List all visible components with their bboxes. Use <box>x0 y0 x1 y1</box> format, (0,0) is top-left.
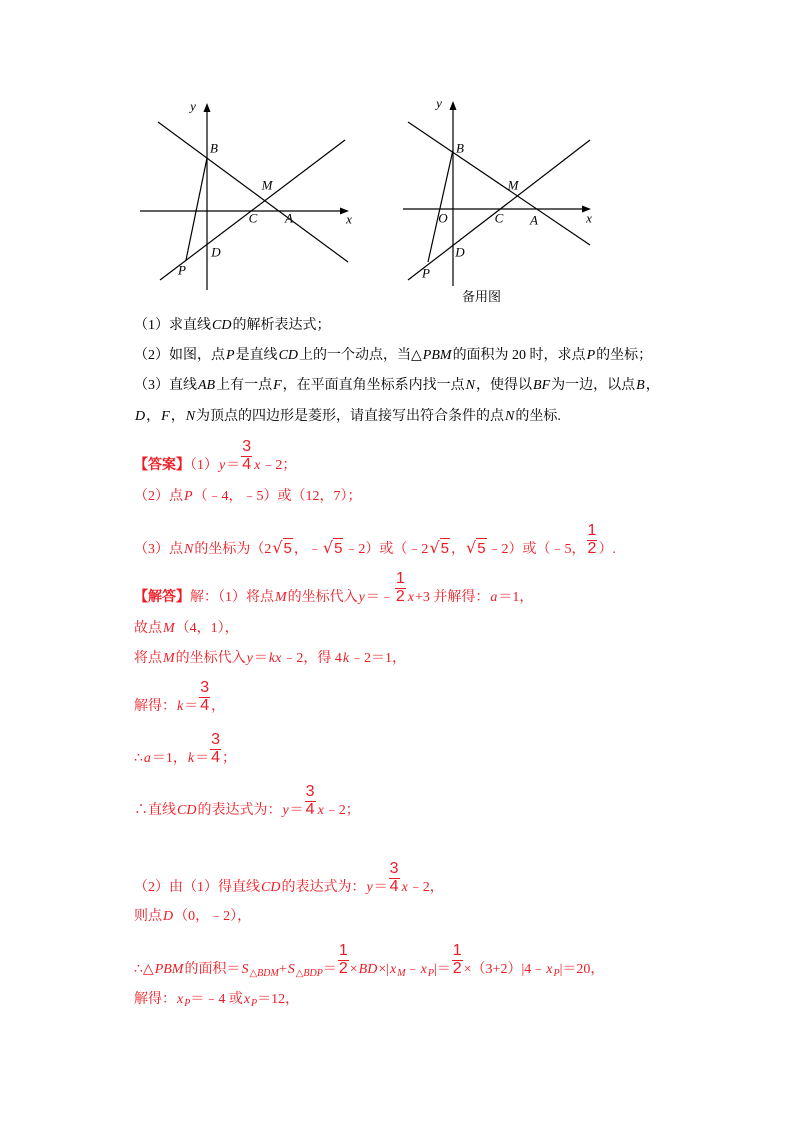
math-variable: D <box>163 909 174 924</box>
text-run: ﹣2，得 4 <box>282 651 342 666</box>
text-run: 上的一个动点，当△ <box>299 348 422 363</box>
point-c-label: C <box>248 210 258 226</box>
text-run: ＝ <box>184 699 199 714</box>
question-part-1 <box>134 316 330 336</box>
y-axis-label: y <box>436 95 442 111</box>
text-run: 的坐标； <box>596 348 653 363</box>
text-run: ＝﹣4 或 <box>190 992 243 1007</box>
text-run: 的解析表达式； <box>232 318 331 333</box>
math-variable: y <box>282 803 289 818</box>
subscript: △BDM <box>249 968 279 979</box>
math-variable: y <box>366 880 373 895</box>
radical-sign: √ <box>429 538 440 557</box>
fraction-numerator: 1 <box>395 570 405 587</box>
text-run: ，使得以 <box>476 378 533 393</box>
text-run: （1）求直线 <box>134 318 211 333</box>
math-variable: N <box>185 409 196 424</box>
math-variable: F <box>273 378 282 393</box>
radicand: 5 <box>440 540 449 557</box>
text-run: ﹣2， <box>408 880 444 895</box>
section-tag: 【解答】 <box>134 590 190 605</box>
text-run: ∴直线 <box>134 803 176 818</box>
math-variable: PBM <box>422 348 452 363</box>
x-axis-label: x <box>346 211 352 227</box>
math-variable: x <box>390 962 397 977</box>
subscript: M <box>397 968 406 979</box>
fraction-numerator: 1 <box>338 942 348 959</box>
x-axis-label: x <box>586 210 592 226</box>
text-run: ＝12， <box>257 992 300 1007</box>
text-run: ﹣2＝1， <box>350 651 407 666</box>
point-d-label: D <box>455 244 465 260</box>
text-run: ＝1， <box>498 590 534 605</box>
math-variable: F <box>161 409 170 424</box>
fraction-denominator: 2 <box>395 588 405 605</box>
math-variable: x <box>177 992 184 1007</box>
text-run: ，﹣ <box>293 542 322 557</box>
text-run: （﹣4，﹣5）或（12，7）； <box>193 489 362 504</box>
fraction <box>242 438 252 473</box>
text-run: 的坐标代入 <box>175 651 246 666</box>
fraction <box>338 942 348 977</box>
fraction-denominator: 2 <box>338 960 348 977</box>
fraction-numerator: 3 <box>211 731 221 748</box>
fraction-numerator: 3 <box>200 679 210 696</box>
text-run: ＝ <box>289 803 304 818</box>
math-variable: y <box>246 651 253 666</box>
text-run: 的面积＝ <box>184 962 241 977</box>
text-run: ， <box>211 699 226 714</box>
text-run: ＝1， <box>151 751 187 766</box>
math-variable: x <box>317 803 324 818</box>
text-run: ， <box>450 542 465 557</box>
math-variable: P <box>184 489 193 504</box>
fraction-denominator: 4 <box>305 801 315 818</box>
math-variable: M <box>163 651 175 666</box>
solution-line-4 <box>134 679 226 717</box>
text-run: 的坐标代入 <box>287 590 358 605</box>
text-run: |＝20， <box>559 962 605 977</box>
math-variable: S <box>287 962 295 977</box>
fraction <box>389 860 399 895</box>
subscript: △BDP <box>295 968 323 979</box>
math-variable: k <box>187 751 195 766</box>
text-run: 的坐标. <box>515 409 561 424</box>
text-run: ＝ <box>226 458 241 473</box>
answer-line-3 <box>134 522 616 558</box>
fraction <box>452 942 462 977</box>
text-run: × <box>349 962 358 977</box>
text-run: （3）直线 <box>134 378 197 393</box>
fraction-denominator: 4 <box>242 456 252 473</box>
solution-line-5 <box>134 731 237 769</box>
text-run: 的表达式为： <box>281 880 366 895</box>
fraction <box>395 570 405 605</box>
solution-line-2 <box>134 619 239 639</box>
text-run: 解得： <box>134 992 176 1007</box>
subscript: P <box>251 998 258 1009</box>
fraction-numerator: 1 <box>587 522 597 539</box>
math-variable: CD <box>261 880 281 895</box>
math-variable: x <box>546 962 553 977</box>
fraction <box>211 731 221 766</box>
text-run: （2）点 <box>134 489 183 504</box>
text-run: ﹣2； <box>261 458 297 473</box>
answer-line-1 <box>134 438 297 476</box>
fraction-numerator: 3 <box>305 783 315 800</box>
fraction-numerator: 3 <box>389 860 399 877</box>
point-p-label: P <box>178 262 186 278</box>
text-run: 上有一点 <box>216 378 273 393</box>
fraction-denominator: 2 <box>452 960 462 977</box>
text-run: 解得： <box>134 699 176 714</box>
answer-line-2 <box>134 487 362 507</box>
math-variable: N <box>465 378 476 393</box>
point-c-label: C <box>494 210 504 226</box>
solution-line-1 <box>134 570 534 608</box>
math-variable: a <box>490 590 498 605</box>
fraction-denominator: 2 <box>587 540 597 557</box>
question-part-2 <box>134 346 652 366</box>
fraction <box>587 522 597 557</box>
math-variable: kx <box>268 651 282 666</box>
point-m-label: M <box>507 177 519 193</box>
math-variable: CD <box>177 803 197 818</box>
segment-bp <box>428 150 453 262</box>
point-p-label: P <box>422 265 430 281</box>
text-run: ； <box>222 751 237 766</box>
math-variable: S <box>241 962 249 977</box>
text-run: （4，1）， <box>175 621 239 636</box>
subscript: P <box>427 968 434 979</box>
math-variable: PBM <box>154 962 184 977</box>
solution-line-6 <box>134 783 360 821</box>
question-part-3 <box>134 376 660 396</box>
radicand: 5 <box>334 540 343 557</box>
text-run: ，在平面直角坐标系内找一点 <box>282 378 465 393</box>
math-variable: x <box>407 590 415 605</box>
text-run: 故点 <box>134 621 162 636</box>
text-run: 的表达式为： <box>197 803 282 818</box>
point-b-label: B <box>456 140 464 156</box>
y-axis-arrow-icon <box>204 103 211 112</box>
math-variable: BD <box>358 962 378 977</box>
math-variable: x <box>401 880 408 895</box>
math-variable: y <box>219 458 226 473</box>
subscript: P <box>553 968 560 979</box>
radical-sign: √ <box>322 538 334 557</box>
math-variable: a <box>143 751 151 766</box>
text-run: 是直线 <box>235 348 278 363</box>
math-variable: P <box>586 348 596 363</box>
radical-sign: √ <box>465 538 477 557</box>
solution-line-9 <box>134 942 605 980</box>
math-variable: BF <box>533 378 551 393</box>
math-variable: k <box>177 699 184 714</box>
figure-caption: 备用图 <box>462 290 502 305</box>
radical-sign: √ <box>272 538 283 557</box>
fraction-denominator: 4 <box>211 749 221 766</box>
text-run: + <box>278 962 287 977</box>
math-variable: k <box>342 651 350 666</box>
text-run: |＝ <box>433 962 451 977</box>
text-run: ， <box>645 378 660 393</box>
text-run: 的坐标为（2 <box>194 542 272 557</box>
text-run: ＝﹣ <box>365 590 394 605</box>
fraction-numerator: 3 <box>242 438 252 455</box>
radicand: 5 <box>477 540 486 557</box>
text-run: ﹣2）或（﹣2 <box>344 542 429 557</box>
math-variable: x <box>254 458 261 473</box>
text-run: ）. <box>598 542 616 557</box>
text-run: +3 并解得： <box>415 590 490 605</box>
text-run: 解：（1）将点 <box>190 590 274 605</box>
text-run: ＝ <box>373 880 388 895</box>
subscript: P <box>184 998 191 1009</box>
math-variable: CD <box>278 348 299 363</box>
line-ab <box>158 122 348 262</box>
point-d-label: D <box>211 244 221 260</box>
question-part-3-continued <box>134 407 561 427</box>
coordinate-figure-spare <box>381 90 606 290</box>
math-variable: M <box>163 621 175 636</box>
math-variable: x <box>420 962 427 977</box>
text-run: ×| <box>378 962 390 977</box>
text-run: 的面积为 20 时，求点 <box>452 348 586 363</box>
math-variable: x <box>243 992 251 1007</box>
text-run: ﹣ <box>405 962 420 977</box>
fraction <box>200 679 210 714</box>
text-run: ＝ <box>322 962 337 977</box>
point-a-label: A <box>530 212 538 228</box>
y-axis-arrow-icon <box>450 101 457 110</box>
text-run: （2）由（1）得直线 <box>134 880 260 895</box>
point-b-label: B <box>210 140 218 156</box>
text-run: （3）点 <box>134 542 183 557</box>
fraction-denominator: 4 <box>389 878 399 895</box>
section-tag: 【答案】 <box>134 458 190 473</box>
text-run: （2）如图，点 <box>134 348 225 363</box>
y-axis-label: y <box>190 98 196 114</box>
math-variable: N <box>184 542 194 557</box>
text-run: ， <box>146 409 161 424</box>
text-run: ﹣2； <box>324 803 360 818</box>
text-run: 将点 <box>134 651 162 666</box>
text-run: 为顶点的四边形是菱形，请直接写出符合条件的点 <box>196 409 505 424</box>
text-run: ∴ <box>134 751 143 766</box>
segment-bp <box>186 158 207 260</box>
fraction-numerator: 1 <box>452 942 462 959</box>
point-a-label: A <box>285 210 293 226</box>
math-variable: AB <box>198 378 216 393</box>
text-run: 则点 <box>134 909 162 924</box>
math-variable: CD <box>212 318 232 333</box>
solution-line-10 <box>134 990 299 1010</box>
text-run: ∴△ <box>134 962 154 977</box>
math-variable: y <box>358 590 365 605</box>
text-run: 为一边，以点 <box>551 378 636 393</box>
solution-line-3 <box>134 649 406 669</box>
origin-label: O <box>438 210 448 226</box>
text-run: ×（3+2）|4﹣ <box>463 962 546 977</box>
fraction <box>305 783 315 818</box>
coordinate-figure-main <box>135 92 360 292</box>
fraction-denominator: 4 <box>200 697 210 714</box>
math-variable: D <box>135 409 146 424</box>
solution-line-7 <box>134 860 444 898</box>
radicand: 5 <box>283 540 292 557</box>
math-variable: N <box>505 409 515 424</box>
text-run: （1） <box>190 458 218 473</box>
math-variable: B <box>636 378 645 393</box>
math-variable: M <box>275 590 287 605</box>
point-m-label: M <box>261 177 273 193</box>
text-run: ＝ <box>195 751 210 766</box>
text-run: （0，﹣2）， <box>174 909 252 924</box>
text-run: ＝ <box>253 651 268 666</box>
text-run: ， <box>170 409 185 424</box>
math-variable: P <box>226 348 235 363</box>
solution-line-8 <box>134 907 251 927</box>
text-run: ﹣2）或（﹣5， <box>487 542 586 557</box>
